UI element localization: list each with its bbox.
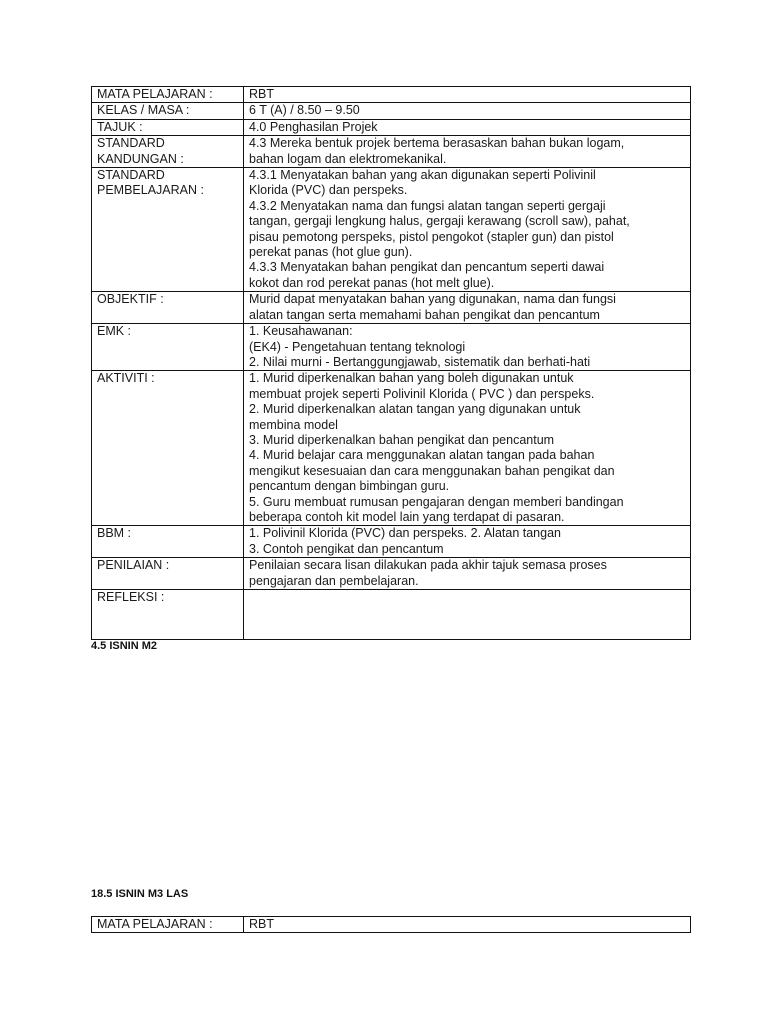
row-label	[92, 324, 244, 371]
lesson-plan-table-body	[92, 917, 691, 933]
row-value-text: 6 T (A) / 8.50 – 9.50	[249, 103, 360, 118]
row-value-text: kokot dan rod perekat panas (hot melt glue).	[249, 275, 495, 290]
row-value-text: 1. Polivinil Klorida (PVC) dan perspeks. 2. Alatan tangan	[249, 526, 561, 541]
row-value-text: Penilaian secara lisan dilakukan pada akhir tajuk semasa proses	[249, 558, 607, 573]
row-value-text: 3. Murid diperkenalkan bahan pengikat dan pencantum	[249, 432, 555, 447]
row-value-text: 4.3.3 Menyatakan bahan pengikat dan pencantum seperti dawai	[249, 260, 605, 275]
row-value	[244, 371, 691, 526]
row-label-text: MATA PELAJARAN :	[97, 87, 213, 101]
row-label	[92, 292, 244, 324]
table-row	[92, 103, 691, 119]
row-value-text: (EK4) - Pengetahuan tentang teknologi	[249, 339, 466, 354]
row-value-text: beberapa contoh kit model lain yang terdapat di pasaran.	[249, 509, 565, 524]
table-row	[92, 558, 691, 590]
row-label-text: PENILAIAN :	[97, 558, 170, 573]
row-value	[244, 324, 691, 371]
row-label	[92, 558, 244, 590]
table-row	[92, 917, 691, 933]
table-row	[92, 119, 691, 135]
row-value	[244, 168, 691, 292]
row-label	[92, 103, 244, 119]
row-label	[92, 526, 244, 558]
row-value-text: 4.3.2 Menyatakan nama dan fungsi alatan tangan seperti gergaji	[249, 198, 606, 213]
row-value-text: Klorida (PVC) dan perspeks.	[249, 183, 408, 198]
row-value-text: alatan tangan serta memahami bahan pengikat dan pencantum	[249, 307, 600, 322]
row-value	[244, 119, 691, 135]
row-value-text: 5. Guru membuat rumusan pengajaran dengan memberi bandingan	[249, 494, 624, 509]
row-value-text: 4.3 Mereka bentuk projek bertema berasaskan bahan bukan logam,	[249, 136, 625, 151]
row-label-text: MATA PELAJARAN :	[97, 917, 213, 931]
row-label-text: EMK :	[97, 324, 132, 339]
row-value-text: 1. Keusahawanan:	[249, 324, 353, 339]
row-value-text: 4.0 Penghasilan Projek	[249, 119, 378, 134]
row-label	[92, 917, 244, 933]
table-row	[92, 87, 691, 103]
row-label	[92, 119, 244, 135]
row-value-text: pengajaran dan pembelajaran.	[249, 573, 419, 588]
section-heading-date: 4.5 ISNIN M2	[91, 640, 158, 652]
row-value-text: RBT	[249, 917, 274, 931]
row-label-text: KANDUNGAN :	[97, 151, 184, 166]
table-row	[92, 526, 691, 558]
row-label	[92, 371, 244, 526]
row-value	[244, 526, 691, 558]
row-value-text: 3. Contoh pengikat dan pencantum	[249, 541, 444, 556]
table-row	[92, 324, 691, 371]
row-value-text: bahan logam dan elektromekanikal.	[249, 151, 447, 166]
table-row	[92, 292, 691, 324]
row-value	[244, 590, 691, 640]
row-label	[92, 590, 244, 640]
row-label-text: PEMBELAJARAN :	[97, 183, 204, 198]
row-value-text: tangan, gergaji lengkung halus, gergaji kerawang (scroll saw), pahat,	[249, 214, 630, 229]
row-value-text: perekat panas (hot glue gun).	[249, 245, 413, 260]
row-label-text: TAJUK :	[97, 119, 143, 134]
row-value-text: 4. Murid belajar cara menggunakan alatan tangan pada bahan	[249, 448, 595, 463]
row-value-text: 1. Murid diperkenalkan bahan yang boleh digunakan untuk	[249, 371, 574, 386]
table-row	[92, 371, 691, 526]
row-value-text: membuat projek seperti Polivinil Klorida ( PVC ) dan perspeks.	[249, 386, 595, 401]
row-label-text: REFLEKSI :	[97, 590, 165, 604]
row-label-text: KELAS / MASA :	[97, 103, 190, 118]
row-value-text	[249, 590, 686, 605]
row-value-text: membina model	[249, 417, 338, 432]
row-value	[244, 87, 691, 103]
lesson-plan-table	[91, 86, 691, 640]
row-label	[92, 87, 244, 103]
row-label-text: STANDARD	[97, 136, 165, 151]
row-value-text: pisau pemotong perspeks, pistol pengokot (stapler gun) dan pistol	[249, 229, 614, 244]
row-value-text: 2. Nilai murni - Bertanggungjawab, sistematik dan berhati-hati	[249, 354, 591, 369]
row-label-text: BBM :	[97, 526, 132, 541]
row-value	[244, 103, 691, 119]
lesson-plan-table-2	[91, 916, 691, 933]
row-label-text: AKTIVITI :	[97, 371, 155, 386]
row-value-text: Murid dapat menyatakan bahan yang digunakan, nama dan fungsi	[249, 292, 616, 307]
row-value-text: mengikut kesesuaian dan cara menggunakan bahan pengikat dan	[249, 463, 615, 478]
section-heading-date: 18.5 ISNIN M3 LAS	[91, 888, 189, 900]
row-label	[92, 136, 244, 168]
row-label-text: STANDARD	[97, 168, 165, 183]
table-row	[92, 168, 691, 292]
row-label	[92, 168, 244, 292]
row-value	[244, 292, 691, 324]
row-value-text: 2. Murid diperkenalkan alatan tangan yang digunakan untuk	[249, 402, 581, 417]
row-value-text: RBT	[249, 87, 274, 101]
row-value	[244, 558, 691, 590]
table-row	[92, 590, 691, 640]
table-row	[92, 136, 691, 168]
row-value	[244, 136, 691, 168]
row-value-text: 4.3.1 Menyatakan bahan yang akan digunakan seperti Polivinil	[249, 168, 596, 183]
row-value-text: pencantum dengan bimbingan guru.	[249, 479, 450, 494]
row-value	[244, 917, 691, 933]
lesson-plan-table-body	[92, 87, 691, 640]
row-label-text: OBJEKTIF :	[97, 292, 164, 307]
